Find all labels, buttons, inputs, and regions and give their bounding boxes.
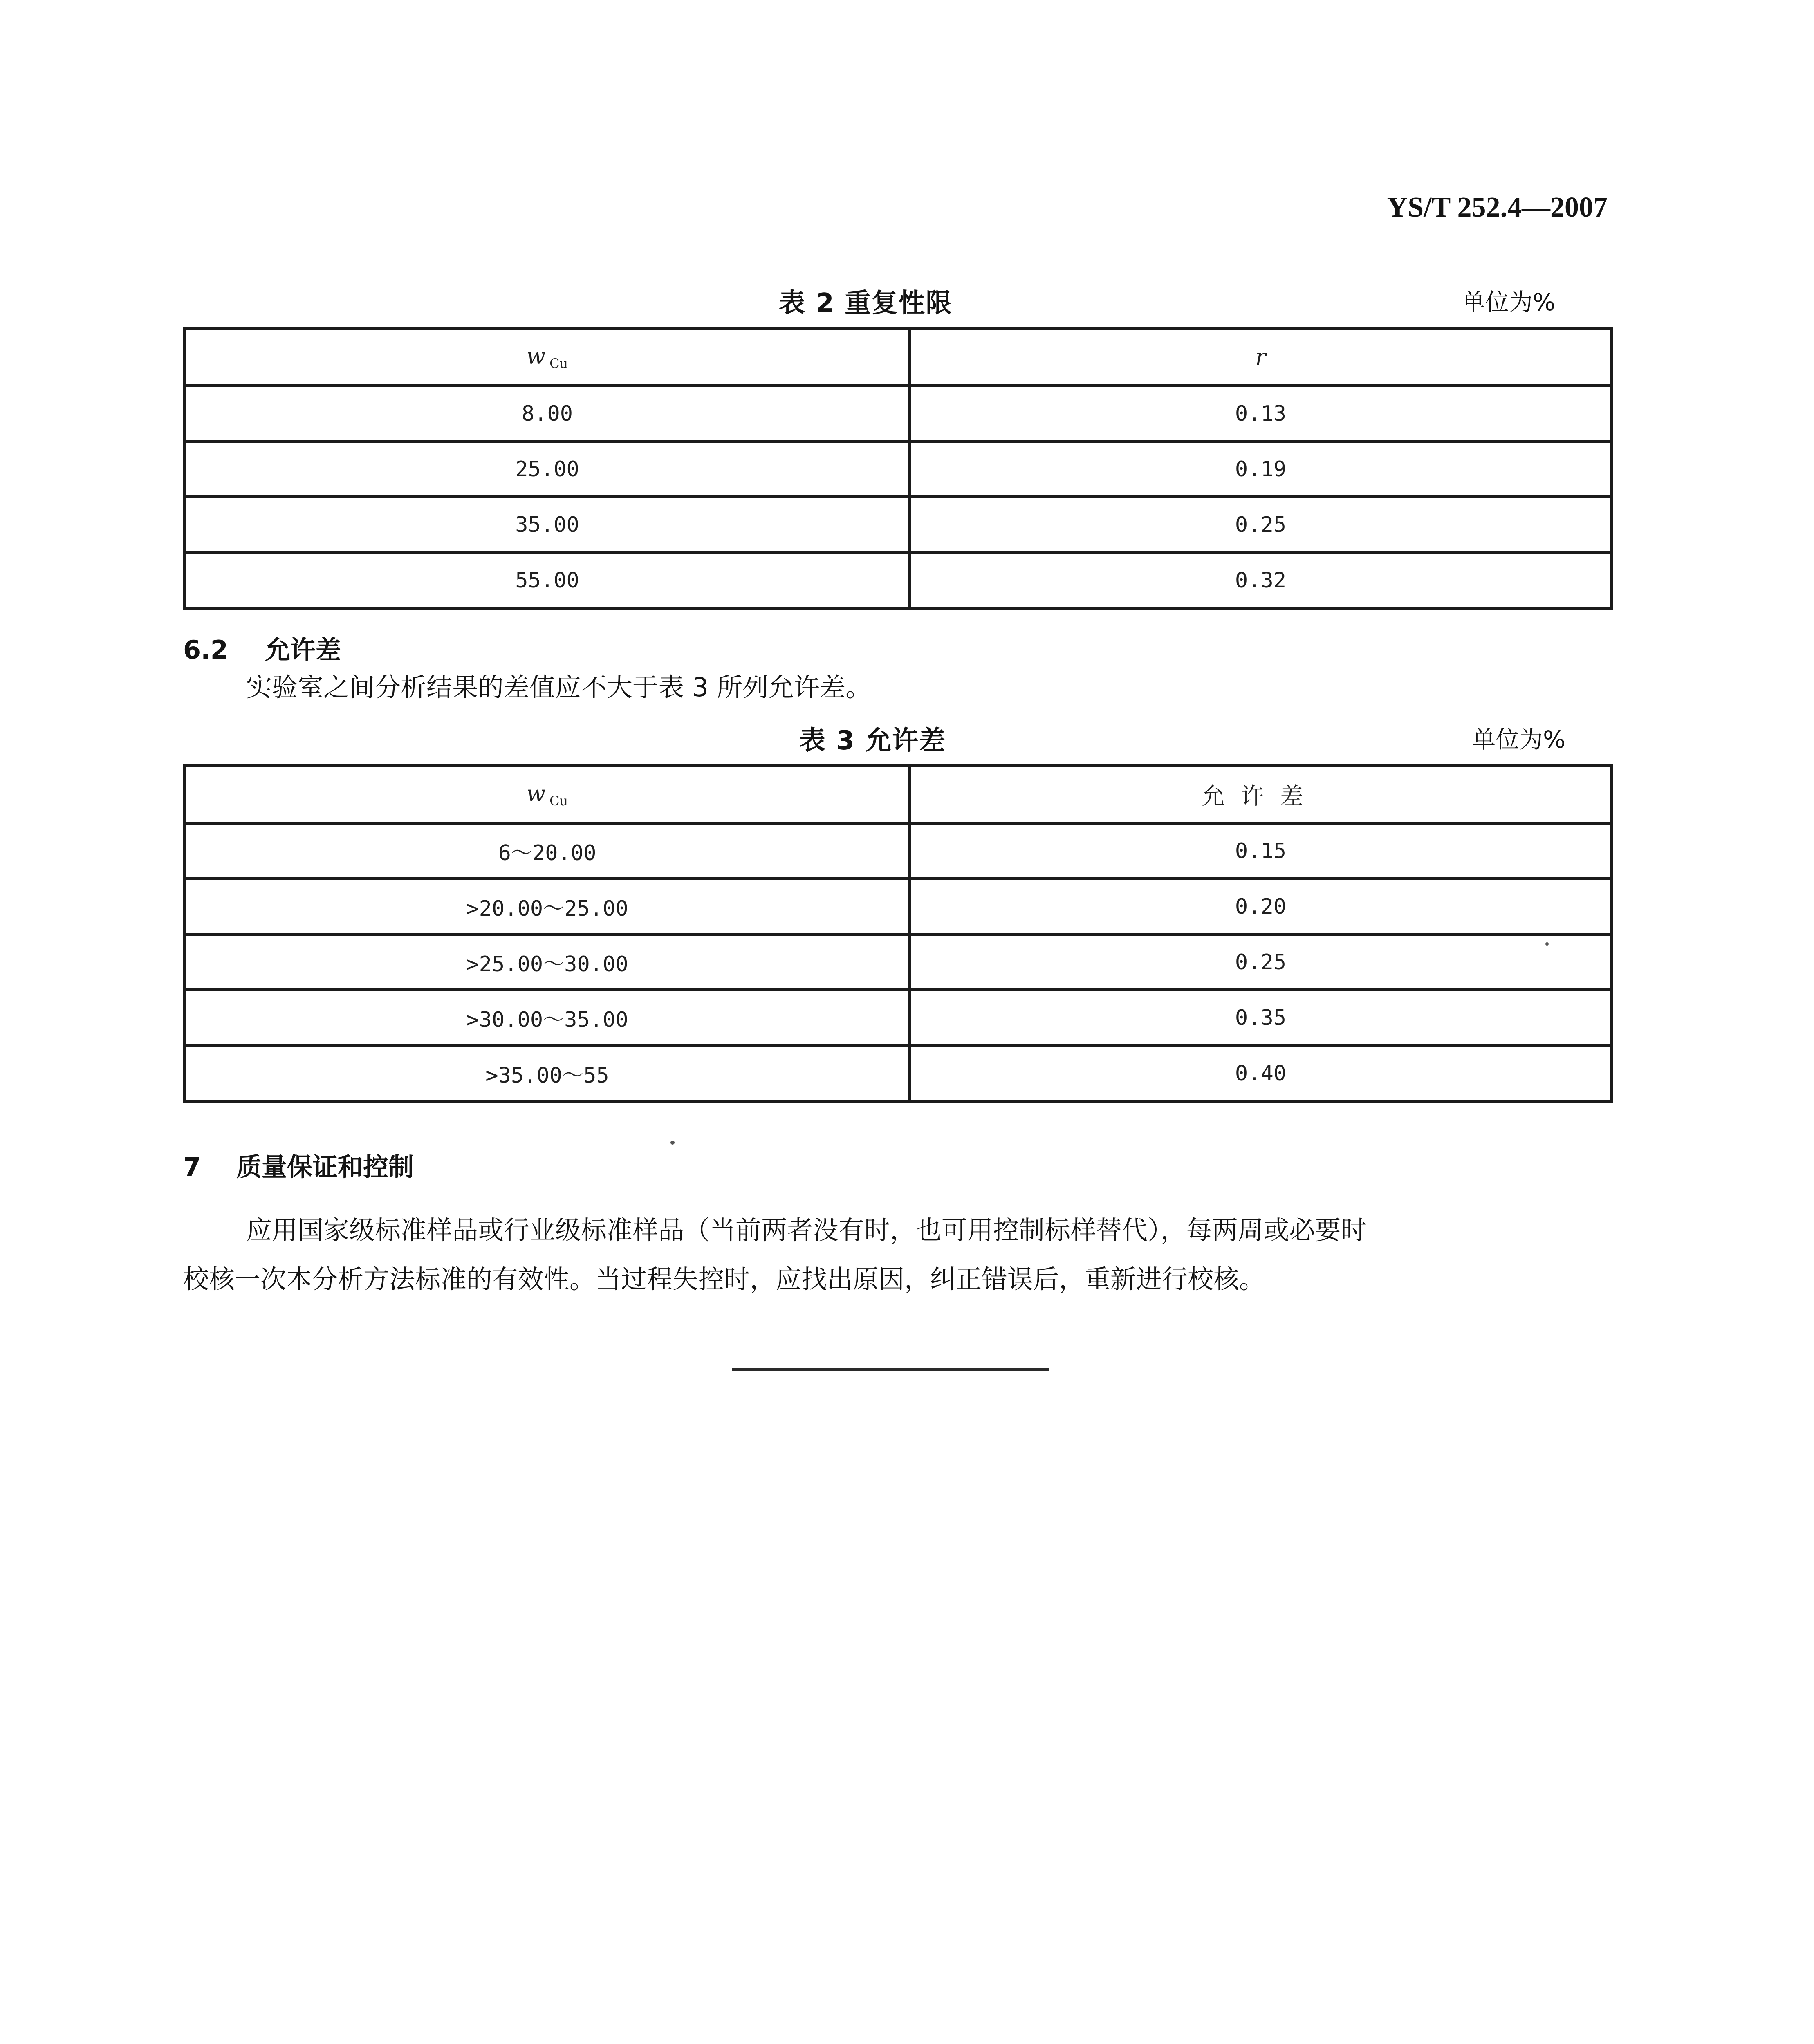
table2-cell-r: 0.13 xyxy=(910,386,1612,442)
table2-cell-r: 0.32 xyxy=(910,553,1612,608)
scan-speck xyxy=(670,1141,675,1145)
table2-header-r: r xyxy=(910,329,1612,386)
table3-cell-tolerance: 0.25 xyxy=(910,935,1612,990)
table3-cell-tolerance: 0.15 xyxy=(910,823,1612,879)
standard-code: YS/T 252.4—2007 xyxy=(1387,192,1608,223)
table-row xyxy=(185,442,1612,497)
table-row xyxy=(185,879,1612,935)
table3-tolerance xyxy=(183,764,1613,1103)
table3-header-row xyxy=(185,766,1612,823)
section-7-paragraph-line1: 应用国家级标准样品或行业级标准样品（当前两者没有时，也可用控制标样替代），每两周或必要时 xyxy=(246,1215,1367,1245)
table-row xyxy=(185,935,1612,990)
section-6-2-title: 允许差 xyxy=(265,635,341,665)
table2-cell-wcu: 8.00 xyxy=(185,386,910,442)
table3-cell-tolerance: 0.20 xyxy=(910,879,1612,935)
scan-speck xyxy=(1545,942,1549,946)
table2-cell-r: 0.25 xyxy=(910,497,1612,553)
section-7-heading xyxy=(183,1147,414,1183)
section-7-paragraph-line2: 校核一次本分析方法标准的有效性。当过程失控时，应找出原因，纠正错误后，重新进行校核。 xyxy=(183,1264,1265,1294)
table3-unit: 单位为% xyxy=(1472,726,1566,753)
table-row xyxy=(185,823,1612,879)
table3-cell-wcu: >35.00～55 xyxy=(185,1046,910,1101)
table2-cell-wcu: 25.00 xyxy=(185,442,910,497)
table2-unit: 单位为% xyxy=(1462,288,1556,316)
table3-cell-wcu: >30.00～35.00 xyxy=(185,990,910,1046)
section-6-2-heading xyxy=(183,630,341,666)
table3-cell-tolerance: 0.40 xyxy=(910,1046,1612,1101)
table-row xyxy=(185,497,1612,553)
table-row xyxy=(185,1046,1612,1101)
table3-cell-tolerance: 0.35 xyxy=(910,990,1612,1046)
table3-cell-wcu: >20.00～25.00 xyxy=(185,879,910,935)
section-7-title: 质量保证和控制 xyxy=(236,1152,414,1182)
table3-header-tolerance: 允许差 xyxy=(910,766,1612,823)
table-row xyxy=(185,386,1612,442)
table2-repeatability xyxy=(183,327,1613,610)
table2-cell-wcu: 55.00 xyxy=(185,553,910,608)
table3-cell-wcu: >25.00～30.00 xyxy=(185,935,910,990)
table3-caption: 表 3 允许差 xyxy=(799,726,946,756)
table2-cell-wcu: 35.00 xyxy=(185,497,910,553)
table3-cell-wcu: 6～20.00 xyxy=(185,823,910,879)
table-row xyxy=(185,990,1612,1046)
table2-header-wcu: w Cu xyxy=(185,329,910,386)
section-6-2-paragraph: 实验室之间分析结果的差值应不大于表 3 所列允许差。 xyxy=(246,672,872,702)
section-7-number: 7 xyxy=(183,1152,201,1182)
table2-header-row xyxy=(185,329,1612,386)
section-6-2-number: 6.2 xyxy=(183,635,228,665)
table2-caption: 表 2 重复性限 xyxy=(779,288,953,318)
table3-header-wcu: w Cu xyxy=(185,766,910,823)
table-row xyxy=(185,553,1612,608)
table2-cell-r: 0.19 xyxy=(910,442,1612,497)
end-rule xyxy=(732,1368,1049,1371)
